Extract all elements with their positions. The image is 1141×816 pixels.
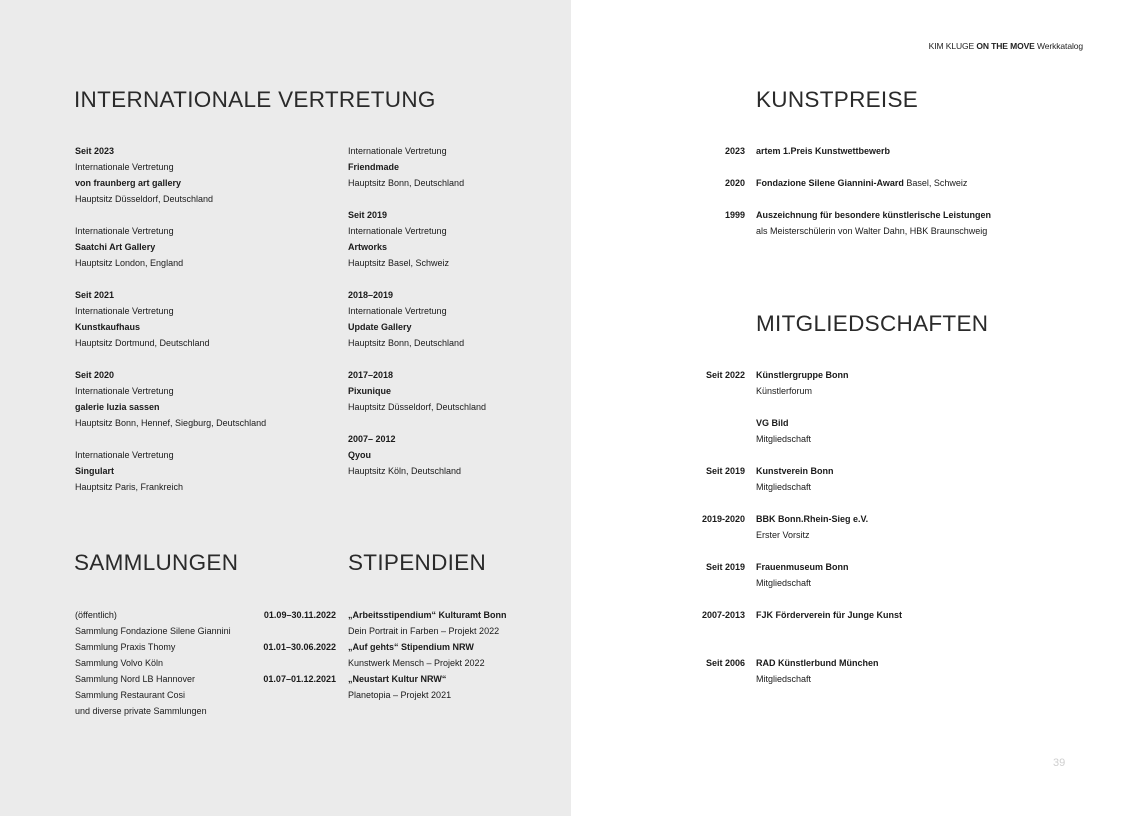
- award-year: 1999: [724, 210, 745, 220]
- entry-text: Hauptsitz Düsseldorf, Deutschland: [348, 402, 487, 412]
- entry-text: Hauptsitz Köln, Deutschland: [348, 466, 462, 476]
- award-title: Fondazione Silene Giannini-Award: [756, 178, 904, 188]
- entry-title: Seit 2019: [348, 210, 388, 220]
- vertretung-column-2: [348, 143, 486, 479]
- entry-title: Update Gallery: [348, 322, 412, 332]
- entry-title: Artworks: [348, 242, 388, 252]
- sammlungen-heading: SAMMLUNGEN: [74, 550, 239, 575]
- right-page: [571, 0, 1141, 816]
- membership-detail: Erster Vorsitz: [756, 530, 810, 540]
- entry-title: Saatchi Art Gallery: [75, 242, 156, 252]
- entry-text: Hauptsitz Bonn, Deutschland: [348, 178, 465, 188]
- entry-title: Pixunique: [348, 386, 392, 396]
- entry-title: von fraunberg art gallery: [75, 178, 182, 188]
- award-entry: [756, 175, 967, 191]
- membership-name: Kunstverein Bonn: [756, 466, 834, 476]
- award-line: [756, 175, 967, 191]
- entry-text: Hauptsitz Basel, Schweiz: [348, 258, 450, 268]
- entry-text: Hauptsitz London, England: [75, 258, 184, 268]
- entry-title: 2007– 2012: [348, 434, 396, 444]
- stipendium-detail: Dein Portrait in Farben – Projekt 2022: [348, 626, 500, 636]
- entry-text: Hauptsitz Bonn, Hennef, Siegburg, Deutschland: [75, 418, 267, 428]
- award-entry: [756, 143, 890, 159]
- membership-year: Seit 2006: [705, 658, 745, 668]
- collection-item: Sammlung Praxis Thomy: [75, 642, 176, 652]
- entry-title: Seit 2021: [75, 290, 115, 300]
- entry-text: Internationale Vertretung: [75, 450, 174, 460]
- entry-title: Seit 2020: [75, 370, 115, 380]
- kunstpreise-heading: KUNSTPREISE: [756, 87, 919, 112]
- membership-name: Künstlergruppe Bonn: [756, 370, 849, 380]
- membership-name: Frauenmuseum Bonn: [756, 562, 849, 572]
- entry-title: Singulart: [75, 466, 115, 476]
- entry-text: Hauptsitz Bonn, Deutschland: [348, 338, 465, 348]
- collection-item: (öffentlich): [75, 610, 117, 620]
- spacer: [75, 271, 266, 287]
- collection-item: und diverse private Sammlungen: [75, 706, 207, 716]
- membership-name: VG Bild: [756, 418, 789, 428]
- award-title: Auszeichnung für besondere künstlerische Leistungen: [756, 210, 992, 220]
- membership-detail: Mitgliedschaft: [756, 434, 812, 444]
- membership-year: Seit 2019: [705, 466, 745, 476]
- spacer: [348, 191, 486, 207]
- membership-detail: Mitgliedschaft: [756, 578, 812, 588]
- entry-title: Qyou: [348, 450, 372, 460]
- spacer: [348, 271, 486, 287]
- entry-title: 2018–2019: [348, 290, 394, 300]
- entry-title: 2017–2018: [348, 370, 394, 380]
- sammlungen-list: [75, 607, 231, 719]
- stipendium-entry: [348, 607, 507, 639]
- entry-title: Kunstkaufhaus: [75, 322, 141, 332]
- membership-entry: [756, 511, 868, 543]
- entry-text: Hauptsitz Düsseldorf, Deutschland: [75, 194, 214, 204]
- entry-text: Internationale Vertretung: [75, 386, 174, 396]
- award-detail: als Meisterschülerin von Walter Dahn, HBK Braunschweig: [756, 226, 988, 236]
- vertretung-column-1: [75, 143, 266, 495]
- entry-text: Hauptsitz Paris, Frankreich: [75, 482, 184, 492]
- stipendium-entry: [348, 671, 451, 703]
- membership-name: FJK Förderverein für Junge Kunst: [756, 610, 903, 620]
- award-year: 2023: [724, 146, 745, 156]
- vertretung-heading: INTERNATIONALE VERTRETUNG: [74, 87, 436, 112]
- spacer: [348, 415, 486, 431]
- entry-text: Hauptsitz Dortmund, Deutschland: [75, 338, 210, 348]
- entry-title: Seit 2023: [75, 146, 115, 156]
- stipendium-title: „Auf gehts“ Stipendium NRW: [348, 642, 474, 652]
- award-line: [756, 143, 890, 159]
- collection-item: Sammlung Volvo Köln: [75, 658, 164, 668]
- entry-text: Internationale Vertretung: [75, 226, 174, 236]
- entry-text: Internationale Vertretung: [75, 306, 174, 316]
- membership-detail: Mitgliedschaft: [756, 482, 812, 492]
- membership-detail: Künstlerforum: [756, 386, 813, 396]
- membership-year: 2007-2013: [701, 610, 745, 620]
- header-title: ON THE MOVE: [976, 41, 1035, 51]
- collection-item: Sammlung Fondazione Silene Giannini: [75, 626, 231, 636]
- running-header: [929, 41, 1083, 51]
- entry-text: Internationale Vertretung: [348, 146, 447, 156]
- collection-item: Sammlung Restaurant Cosi: [75, 690, 186, 700]
- membership-entry: [756, 655, 879, 687]
- membership-entry: [756, 367, 849, 399]
- membership-name: BBK Bonn.Rhein-Sieg e.V.: [756, 514, 869, 524]
- spacer: [75, 207, 266, 223]
- membership-entry: [756, 559, 849, 591]
- stipendium-date: 01.07–01.12.2021: [263, 674, 336, 684]
- stipendium-title: „Arbeitsstipendium“ Kulturamt Bonn: [348, 610, 507, 620]
- collection-item: Sammlung Nord LB Hannover: [75, 674, 196, 684]
- award-line: [756, 207, 991, 223]
- membership-year: Seit 2022: [705, 370, 745, 380]
- membership-entry: [756, 607, 902, 623]
- membership-year: 2019-2020: [701, 514, 745, 524]
- membership-year: Seit 2019: [705, 562, 745, 572]
- award-year: 2020: [724, 178, 745, 188]
- membership-entry: [756, 415, 811, 447]
- membership-entry: [756, 463, 834, 495]
- spacer: [348, 351, 486, 367]
- spacer: [75, 351, 266, 367]
- stipendium-detail: Planetopia – Projekt 2021: [348, 690, 452, 700]
- stipendium-date: 01.01–30.06.2022: [263, 642, 336, 652]
- membership-name: RAD Künstlerbund München: [756, 658, 879, 668]
- page-number: 39: [1053, 757, 1066, 769]
- entry-text: Internationale Vertretung: [348, 306, 447, 316]
- stipendium-title: „Neustart Kultur NRW“: [348, 674, 447, 684]
- award-title: artem 1.Preis Kunstwettbewerb: [756, 146, 891, 156]
- header-author: KIM KLUGE: [928, 41, 975, 51]
- entry-text: Internationale Vertretung: [348, 226, 447, 236]
- stipendien-heading: STIPENDIEN: [348, 550, 487, 575]
- entry-text: Internationale Vertretung: [75, 162, 174, 172]
- mitgliedschaften-heading: MITGLIEDSCHAFTEN: [756, 311, 989, 336]
- stipendium-date: 01.09–30.11.2022: [263, 610, 336, 620]
- award-entry: [756, 207, 991, 239]
- stipendium-detail: Kunstwerk Mensch – Projekt 2022: [348, 658, 485, 668]
- header-subtitle: Werkkatalog: [1037, 41, 1083, 51]
- spacer: [75, 431, 266, 447]
- membership-detail: Mitgliedschaft: [756, 674, 812, 684]
- stipendium-entry: [348, 639, 485, 671]
- award-location: Basel, Schweiz: [903, 178, 968, 188]
- entry-title: galerie luzia sassen: [75, 402, 160, 412]
- entry-title: Friendmade: [348, 162, 400, 172]
